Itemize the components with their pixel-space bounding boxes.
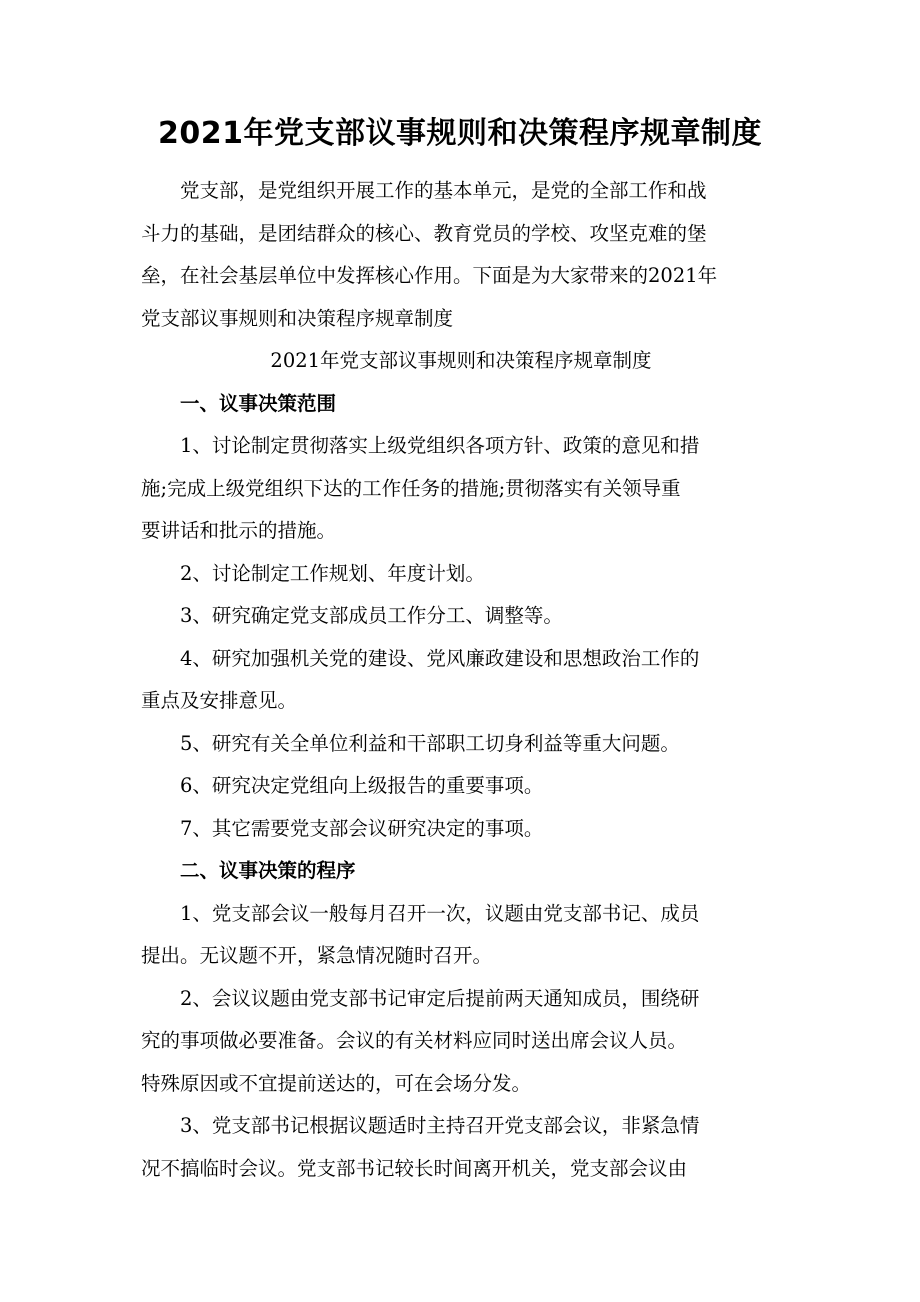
section-heading: 一、议事决策范围 bbox=[180, 391, 337, 415]
paragraph-line: 4、研究加强机关党的建设、党风廉政建设和思想政治工作的 bbox=[180, 646, 700, 670]
document-body bbox=[141, 170, 781, 1190]
paragraph-line: 施;完成上级党组织下达的工作任务的措施;贯彻落实有关领导重 bbox=[141, 476, 681, 500]
subtitle-line: 2021年党支部议事规则和决策程序规章制度 bbox=[270, 349, 652, 372]
paragraph-line: 3、研究确定党支部成员工作分工、调整等。 bbox=[180, 604, 563, 627]
paragraph-line: 重点及安排意见。 bbox=[141, 689, 298, 712]
paragraph-line: 2、会议议题由党支部书记审定后提前两天通知成员，围绕研 bbox=[180, 986, 700, 1010]
paragraph-line: 垒，在社会基层单位中发挥核心作用。下面是为大家带来的2021年 bbox=[141, 264, 718, 287]
paragraph-line: 提出。无议题不开，紧急情况随时召开。 bbox=[141, 944, 493, 967]
paragraph-line: 5、研究有关全单位利益和干部职工切身利益等重大问题。 bbox=[180, 731, 680, 755]
paragraph-line: 究的事项做必要准备。会议的有关材料应同时送出席会议人员。 bbox=[141, 1029, 688, 1052]
paragraph-line: 党支部议事规则和决策程序规章制度 bbox=[141, 306, 454, 330]
paragraph-line: 特殊原因或不宜提前送达的，可在会场分发。 bbox=[141, 1071, 532, 1095]
paragraph-line: 3、党支部书记根据议题适时主持召开党支部会议，非紧急情 bbox=[180, 1114, 700, 1137]
paragraph-line: 况不搞临时会议。党支部书记较长时间离开机关，党支部会议由 bbox=[141, 1156, 688, 1180]
paragraph-line: 1、讨论制定贯彻落实上级党组织各项方针、政策的意见和措 bbox=[180, 434, 700, 457]
paragraph-line: 6、研究决定党组向上级报告的重要事项。 bbox=[180, 774, 544, 797]
paragraph-line: 要讲话和批示的措施。 bbox=[141, 519, 337, 542]
paragraph-line: 2、讨论制定工作规划、年度计划。 bbox=[180, 561, 485, 585]
paragraph-line: 斗力的基础，是团结群众的核心、教育党员的学校、攻坚克难的堡 bbox=[141, 221, 707, 245]
paragraph-line: 7、其它需要党支部会议研究决定的事项。 bbox=[180, 816, 544, 840]
document-title: 2021年党支部议事规则和决策程序规章制度 bbox=[158, 116, 762, 151]
section-heading: 二、议事决策的程序 bbox=[180, 859, 356, 882]
paragraph-line: 党支部，是党组织开展工作的基本单元，是党的全部工作和战 bbox=[180, 179, 707, 202]
paragraph-line: 1、党支部会议一般每月召开一次，议题由党支部书记、成员 bbox=[180, 901, 700, 925]
